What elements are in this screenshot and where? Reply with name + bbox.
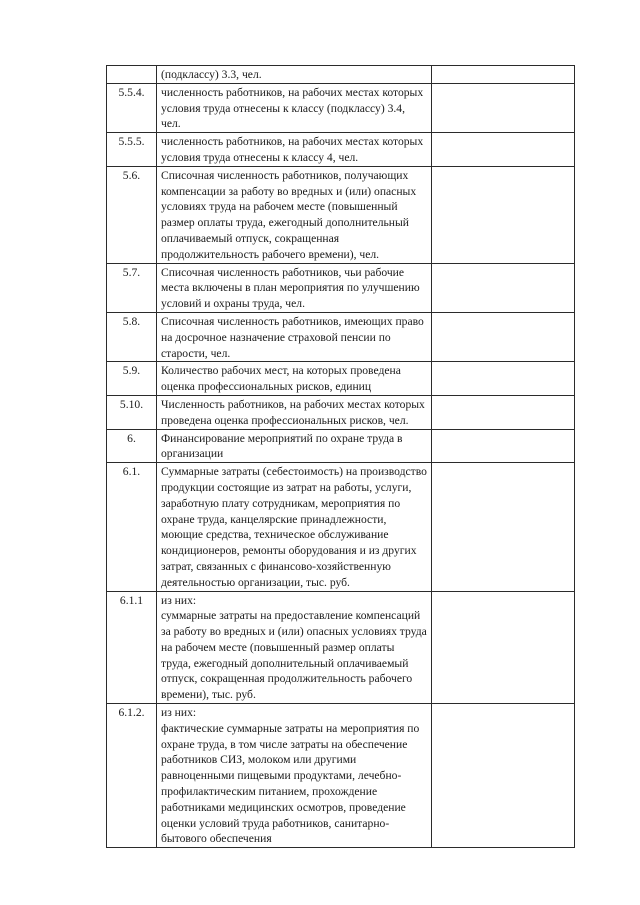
table-row: [107, 591, 575, 704]
row-description: численность работников, на рабочих местах которых условия труда отнесены к классу (подклассу) 3.4, чел.: [157, 83, 432, 132]
row-value-cell: [432, 463, 575, 591]
row-number: 5.5.4.: [107, 83, 157, 132]
table-row: [107, 66, 575, 84]
row-description: из них: суммарные затраты на предоставление компенсаций за работу во вредных и (или) опасных условиях труда на рабочем месте (повышенный размер оплаты труда, ежегодный дополнительный оплачиваемый отпуск, сокращенная продолжительность рабочего времени), тыс. руб.: [157, 591, 432, 704]
row-value-cell: [432, 591, 575, 704]
row-number: 5.10.: [107, 395, 157, 429]
row-description: Численность работников, на рабочих местах которых проведена оценка профессиональных рисков, чел.: [157, 395, 432, 429]
row-value-cell: [432, 704, 575, 848]
row-value-cell: [432, 312, 575, 361]
table-row: [107, 83, 575, 132]
row-number: 5.7.: [107, 263, 157, 312]
row-description: (подклассу) 3.3, чел.: [157, 66, 432, 84]
table-row: [107, 395, 575, 429]
row-value-cell: [432, 66, 575, 84]
labor-safety-table: [106, 65, 575, 848]
row-description: Финансирование мероприятий по охране труда в организации: [157, 429, 432, 463]
row-description: Списочная численность работников, имеющих право на досрочное назначение страховой пенсии по старости, чел.: [157, 312, 432, 361]
table-row: [107, 166, 575, 263]
row-description: из них: фактические суммарные затраты на мероприятия по охране труда, в том числе затраты на обеспечение работников СИЗ, молоком или другими равноценными пищевыми продуктами, лечебно-профилактическим питанием, прохождение работниками медицинских осмотров, проведение оценки условий труда работников, санитарно-бытового обеспечения: [157, 704, 432, 848]
row-description: Списочная численность работников, чьи рабочие места включены в план мероприятия по улучшению условий и охраны труда, чел.: [157, 263, 432, 312]
row-description: численность работников, на рабочих местах которых условия труда отнесены к классу 4, чел.: [157, 133, 432, 167]
table-row: [107, 429, 575, 463]
row-number: 5.6.: [107, 166, 157, 263]
row-number: 5.8.: [107, 312, 157, 361]
row-number: [107, 66, 157, 84]
row-value-cell: [432, 429, 575, 463]
row-value-cell: [432, 83, 575, 132]
row-number: 6.1.1: [107, 591, 157, 704]
row-value-cell: [432, 166, 575, 263]
table-row: [107, 312, 575, 361]
row-number: 5.5.5.: [107, 133, 157, 167]
row-description: Количество рабочих мест, на которых проведена оценка профессиональных рисков, единиц: [157, 362, 432, 396]
row-number: 6.1.2.: [107, 704, 157, 848]
table-row: [107, 133, 575, 167]
row-description: Списочная численность работников, получающих компенсации за работу во вредных и (или) опасных условиях труда на рабочем месте (повышенный размер оплаты труда, ежегодный дополнительный оплачиваемый отпуск, сокращенная продолжительность рабочего времени), чел.: [157, 166, 432, 263]
table-row: [107, 362, 575, 396]
row-value-cell: [432, 133, 575, 167]
row-number: 6.1.: [107, 463, 157, 591]
table-row: [107, 704, 575, 848]
row-value-cell: [432, 395, 575, 429]
row-number: 6.: [107, 429, 157, 463]
table-row: [107, 463, 575, 591]
table-row: [107, 263, 575, 312]
row-number: 5.9.: [107, 362, 157, 396]
row-value-cell: [432, 362, 575, 396]
row-description: Суммарные затраты (себестоимость) на производство продукции состоящие из затрат на работы, услуги, заработную плату сотрудникам, мероприятия по охране труда, канцелярские принадлежности, моющие средства, техническое обслуживание кондиционеров, ремонты оборудования и из других затрат, связанных с финансово-хозяйственную деятельностью организации, тыс. руб.: [157, 463, 432, 591]
row-value-cell: [432, 263, 575, 312]
